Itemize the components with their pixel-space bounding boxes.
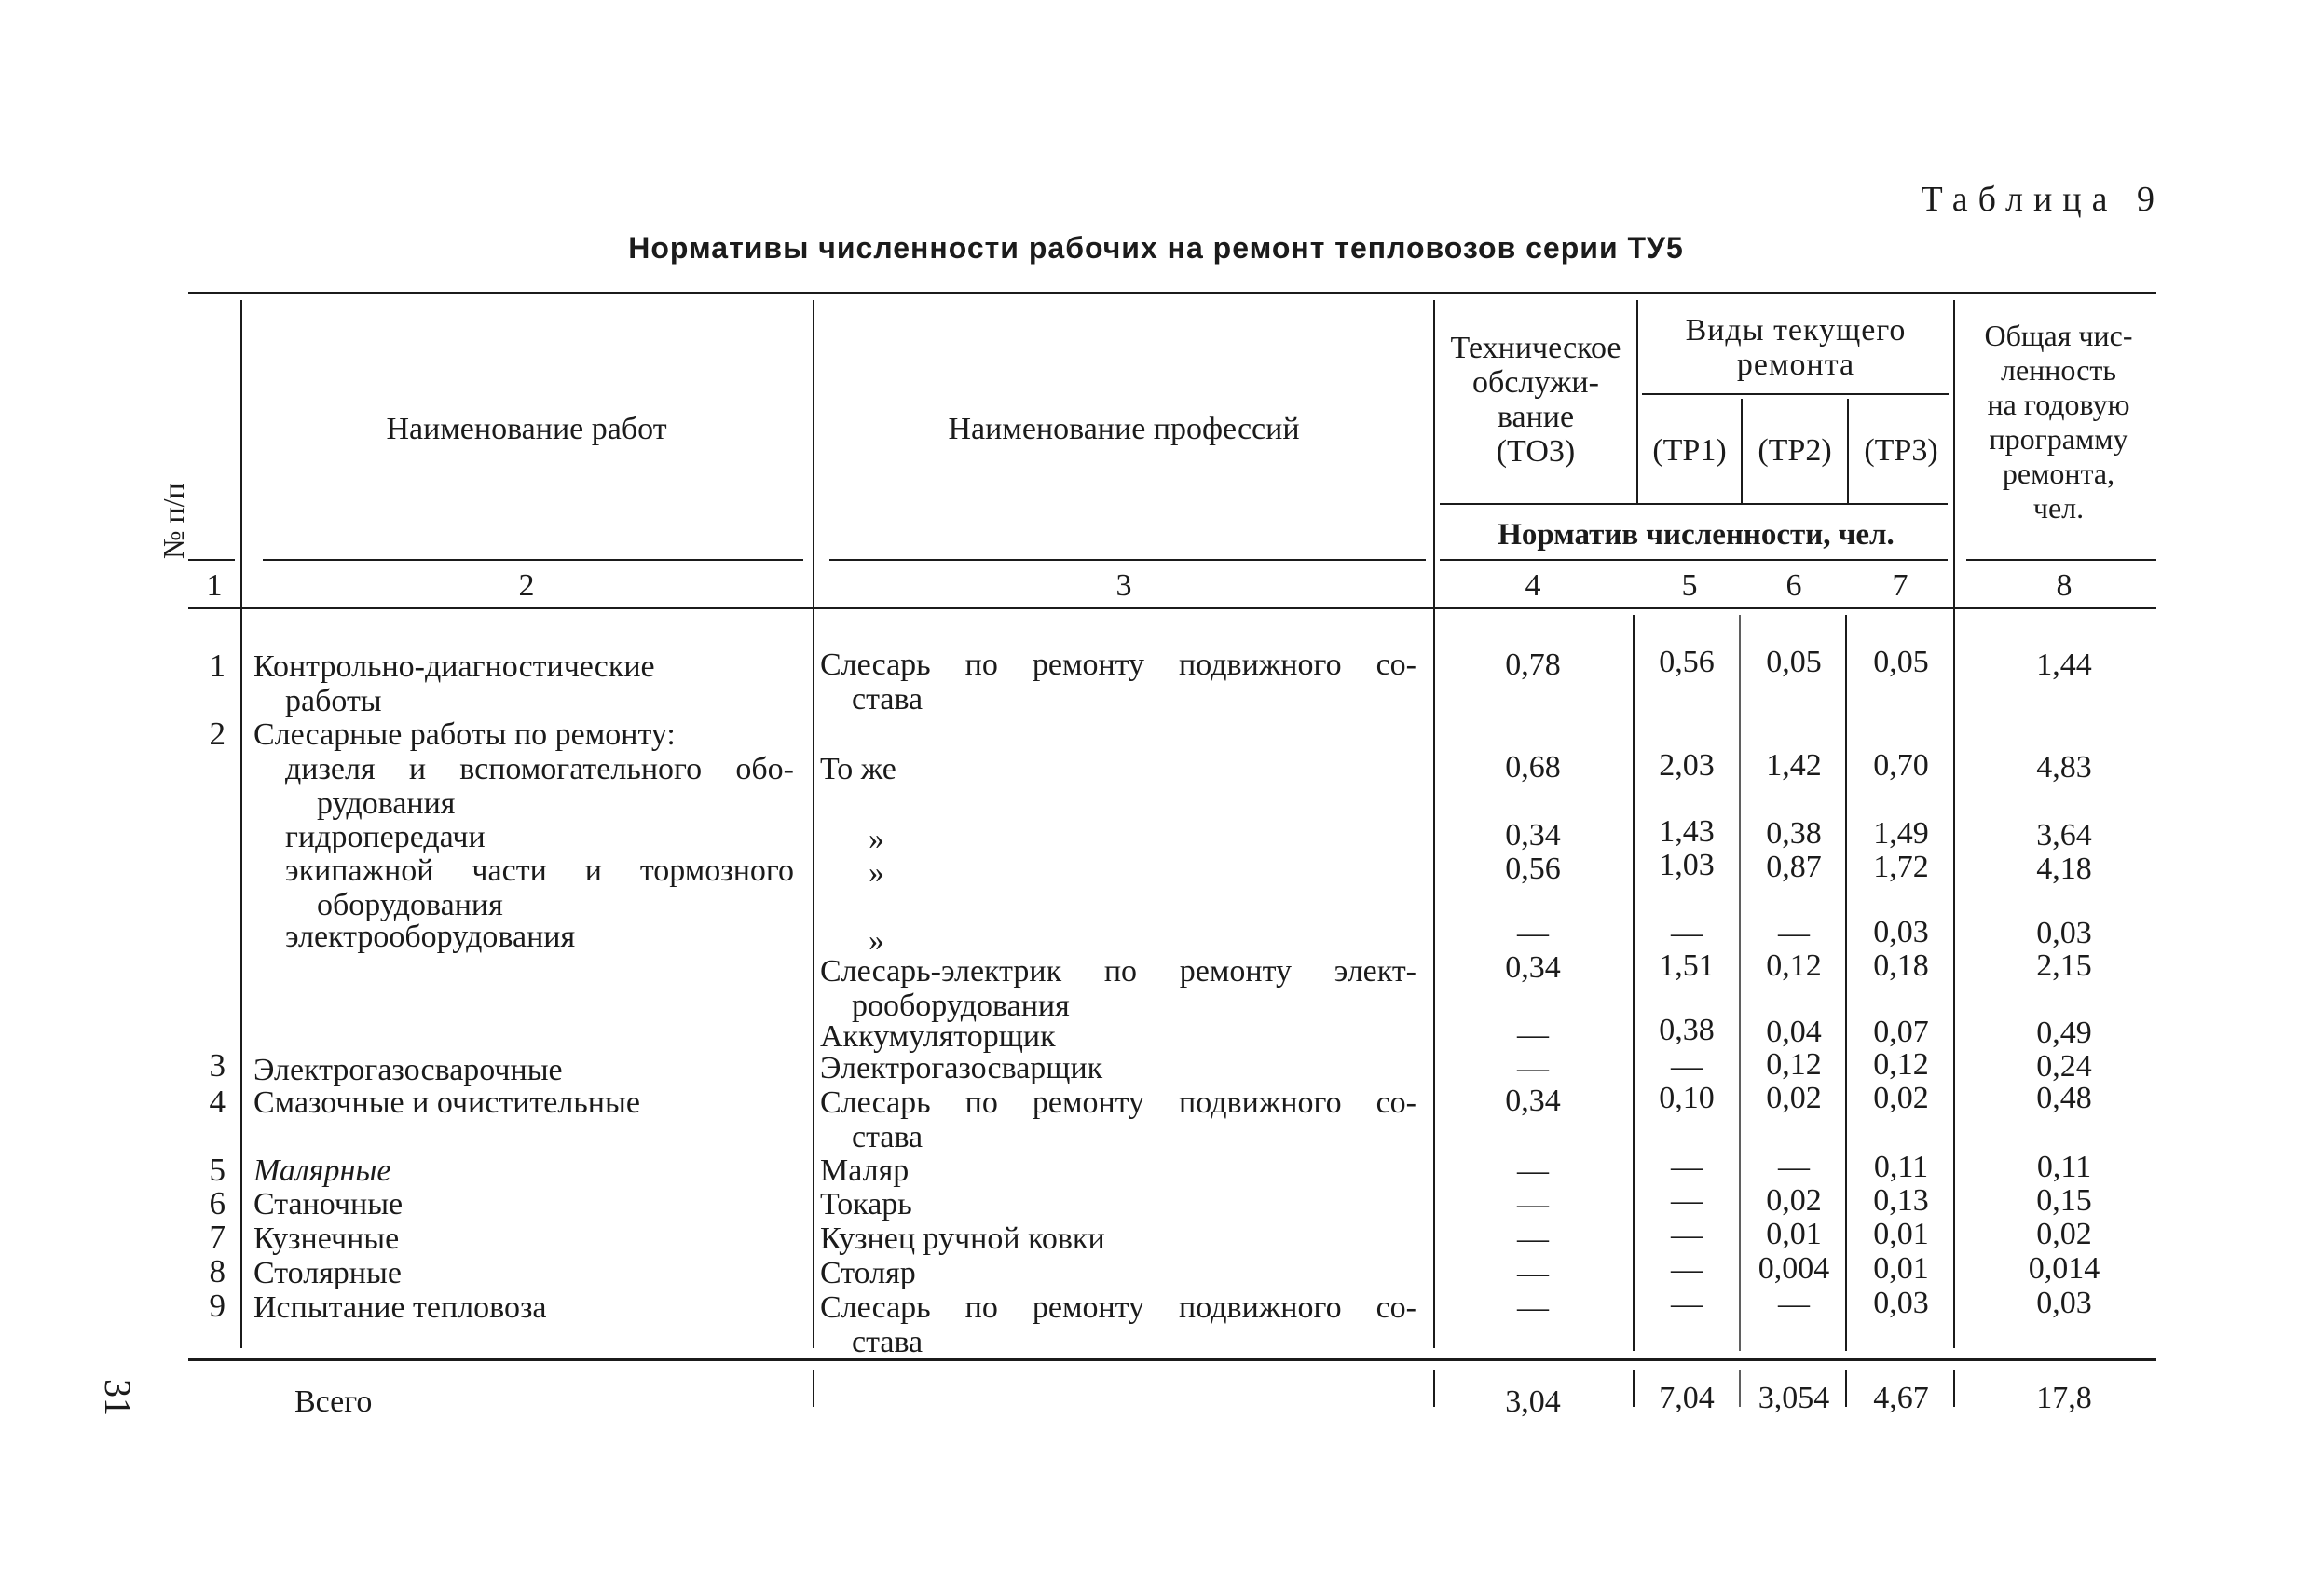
value-total: 0,15 <box>2036 1183 2092 1218</box>
value-to3: — <box>1517 1221 1549 1256</box>
value-tr1: 1,03 <box>1659 848 1715 882</box>
row-number: 7 <box>209 1219 226 1255</box>
tr-group-rule <box>1642 393 1949 395</box>
value-total: 1,44 <box>2036 648 2092 682</box>
row-number: 2 <box>209 716 226 752</box>
profession-name: Слесарь-электрик по ремонту элект- рооборудования <box>820 954 1416 1023</box>
work-name: Малярные <box>253 1153 391 1188</box>
header-tr2: (ТР2) <box>1758 433 1832 468</box>
header-num: № п/п <box>157 483 190 559</box>
value-total: 2,15 <box>2036 948 2092 983</box>
row-number: 4 <box>209 1084 226 1120</box>
col-divider-1 <box>240 300 242 1348</box>
value-to3: — <box>1517 916 1549 950</box>
work-name: Слесарные работы по ремонту: <box>253 717 676 752</box>
value-tr1: — <box>1671 916 1703 950</box>
top-rule <box>188 292 2156 294</box>
row-number: 5 <box>209 1152 226 1188</box>
header-norm: Норматив численности, чел. <box>1498 518 1895 552</box>
value-tr1: — <box>1671 1252 1703 1287</box>
value-tr1: — <box>1671 1218 1703 1252</box>
value-total: 0,02 <box>2036 1217 2092 1251</box>
value-to3: — <box>1517 1256 1549 1290</box>
profession-name: Столяр <box>820 1256 916 1290</box>
value-to3: — <box>1517 1153 1549 1188</box>
value-tr1: — <box>1671 1049 1703 1084</box>
value-tr3: 1,72 <box>1873 850 1929 884</box>
profession-name: Токарь <box>820 1187 912 1221</box>
profession-name: То же <box>820 752 896 786</box>
colnum-rule-2 <box>263 559 803 561</box>
work-name: Кузнечные <box>253 1221 400 1256</box>
value-total: 4,83 <box>2036 750 2092 784</box>
profession-name: Слесарь по ремонту подвижного со- става <box>820 1085 1416 1154</box>
work-name: Столярные <box>253 1256 402 1290</box>
col-divider-6b <box>1845 615 1847 1351</box>
header-professions: Наименование профессий <box>948 412 1300 446</box>
column-number: 4 <box>1525 568 1541 603</box>
value-tr1: — <box>1671 1287 1703 1321</box>
value-tr2: 0,02 <box>1766 1081 1822 1115</box>
profession-name: Электрогазосварщик <box>820 1051 1103 1085</box>
work-name: Смазочные и очистительные <box>253 1085 640 1120</box>
value-tr2: 1,42 <box>1766 748 1822 783</box>
header-tr3: (ТР3) <box>1864 433 1938 468</box>
column-number: 6 <box>1785 568 1802 603</box>
value-tr3: 0,01 <box>1873 1217 1929 1251</box>
total-tick-4 <box>1633 1370 1635 1407</box>
total-tick-7 <box>1953 1370 1955 1407</box>
value-tr3: 0,03 <box>1873 915 1929 949</box>
page-number: 31 <box>97 1379 139 1416</box>
table-label: Таблица 9 <box>1921 180 2165 219</box>
value-to3: 0,34 <box>1505 1084 1561 1118</box>
work-name: Станочные <box>253 1187 404 1221</box>
profession-name: Кузнец ручной ковки <box>820 1221 1105 1256</box>
value-tr1: 1,43 <box>1659 814 1715 849</box>
colnum-rule-8 <box>1966 559 2156 561</box>
row-number: 1 <box>209 648 226 684</box>
work-name: электрооборудования <box>285 920 576 954</box>
value-tr3: 0,01 <box>1873 1251 1929 1286</box>
work-name: Испытание тепловоза <box>253 1290 547 1325</box>
column-number: 1 <box>206 568 223 603</box>
value-total: 0,03 <box>2036 1286 2092 1320</box>
work-name: экипажной части и тормозного оборудования <box>285 853 794 922</box>
value-tr2: 0,38 <box>1766 816 1822 851</box>
value-to3: — <box>1517 1017 1549 1052</box>
value-tr1: 2,03 <box>1659 748 1715 783</box>
value-tr2: 0,04 <box>1766 1015 1822 1049</box>
value-tr1: 0,10 <box>1659 1081 1715 1115</box>
value-tr1: 0,56 <box>1659 645 1715 679</box>
value-tr3: 0,02 <box>1873 1081 1929 1115</box>
profession-name: Слесарь по ремонту подвижного со- става <box>820 1290 1416 1359</box>
col-divider-5b <box>1739 615 1741 1351</box>
profession-name: Аккумуляторщик <box>820 1019 1056 1054</box>
value-to3: 0,34 <box>1505 950 1561 985</box>
column-number: 8 <box>2056 568 2073 603</box>
work-name: дизеля и вспомогательного обо- рудования <box>285 752 794 821</box>
value-tr2: — <box>1778 1150 1810 1184</box>
value-tr2: 0,87 <box>1766 850 1822 884</box>
value-total: 0,48 <box>2036 1081 2092 1115</box>
value-total: 0,014 <box>2028 1251 2100 1286</box>
profession-name: Слесарь по ремонту подвижного со- става <box>820 648 1416 716</box>
value-to3: — <box>1517 1187 1549 1221</box>
total-tr1: 7,04 <box>1659 1381 1715 1415</box>
value-tr2: 0,004 <box>1758 1251 1830 1286</box>
total-tick-2 <box>813 1370 814 1407</box>
value-total: 0,03 <box>2036 916 2092 950</box>
value-tr3: 0,13 <box>1873 1183 1929 1218</box>
column-number: 3 <box>1115 568 1132 603</box>
value-total: 0,24 <box>2036 1049 2092 1084</box>
value-tr1: 0,38 <box>1659 1013 1715 1047</box>
column-number: 5 <box>1681 568 1698 603</box>
value-tr1: — <box>1671 1183 1703 1218</box>
value-tr3: 0,05 <box>1873 645 1929 679</box>
value-tr2: 0,01 <box>1766 1217 1822 1251</box>
profession-name: » <box>869 822 884 856</box>
total-tick-5 <box>1739 1370 1741 1407</box>
row-number: 6 <box>209 1185 226 1221</box>
row-number: 9 <box>209 1288 226 1324</box>
total-tr3: 4,67 <box>1873 1381 1929 1415</box>
total-tr2: 3,054 <box>1758 1381 1830 1415</box>
column-number: 2 <box>518 568 535 603</box>
value-to3: — <box>1517 1051 1549 1085</box>
work-name: Электрогазосварочные <box>253 1053 563 1087</box>
column-number: 7 <box>1892 568 1908 603</box>
norm-top-rule <box>1440 503 1948 505</box>
profession-name: » <box>869 923 884 958</box>
value-tr3: 0,18 <box>1873 948 1929 983</box>
total-tick-3 <box>1433 1370 1435 1407</box>
row-number: 3 <box>209 1047 226 1084</box>
totals-label: Всего <box>294 1385 373 1419</box>
colnum-rule-4 <box>1440 559 1948 561</box>
header-total: Общая чис- ленность на годовую программу ремонта, чел. <box>1984 319 2133 525</box>
value-total: 0,49 <box>2036 1016 2092 1050</box>
col-divider-4 <box>1636 300 1638 505</box>
value-to3: — <box>1517 1290 1549 1325</box>
work-name: гидропередачи <box>285 820 486 854</box>
value-tr2: — <box>1778 1287 1810 1321</box>
profession-name: » <box>869 855 884 890</box>
header-to3: Техническое обслужи- вание (ТО3) <box>1450 331 1621 469</box>
header-bottom-rule <box>188 607 2156 609</box>
value-to3: 0,34 <box>1505 818 1561 853</box>
value-tr2: — <box>1778 916 1810 950</box>
total-tick-6 <box>1845 1370 1847 1407</box>
header-works: Наименование работ <box>386 412 667 446</box>
header-tr-group: Виды текущего ремонта <box>1685 313 1907 382</box>
value-tr1: 1,51 <box>1659 948 1715 983</box>
colnum-rule-3 <box>829 559 1426 561</box>
value-tr2: 0,12 <box>1766 1047 1822 1082</box>
table-title: Нормативы численности рабочих на ремонт тепловозов серии ТУ5 <box>628 231 1684 265</box>
total-all: 17,8 <box>2036 1381 2092 1415</box>
value-to3: 0,78 <box>1505 648 1561 682</box>
value-tr1: — <box>1671 1150 1703 1184</box>
value-tr3: 0,03 <box>1873 1286 1929 1320</box>
value-tr2: 0,12 <box>1766 948 1822 983</box>
header-tr1: (ТР1) <box>1652 433 1727 468</box>
col-divider-7 <box>1953 300 1955 1348</box>
value-to3: 0,56 <box>1505 852 1561 886</box>
work-name: Контрольно-диагностические работы <box>253 649 655 718</box>
value-to3: 0,68 <box>1505 750 1561 784</box>
value-tr2: 0,02 <box>1766 1183 1822 1218</box>
value-total: 3,64 <box>2036 818 2092 853</box>
value-tr3: 0,07 <box>1873 1015 1929 1049</box>
total-to3: 3,04 <box>1505 1385 1561 1419</box>
value-tr3: 0,11 <box>1873 1150 1929 1184</box>
value-total: 4,18 <box>2036 852 2092 886</box>
value-tr3: 0,70 <box>1873 748 1929 783</box>
row-number: 8 <box>209 1253 226 1289</box>
profession-name: Маляр <box>820 1153 910 1188</box>
col-divider-3 <box>1433 300 1435 1348</box>
value-tr3: 0,12 <box>1873 1047 1929 1082</box>
col-divider-4b <box>1633 615 1635 1351</box>
colnum-rule-1 <box>188 559 235 561</box>
col-divider-2 <box>813 300 814 1348</box>
value-tr3: 1,49 <box>1873 816 1929 851</box>
value-total: 0,11 <box>2036 1150 2092 1184</box>
value-tr2: 0,05 <box>1766 645 1822 679</box>
